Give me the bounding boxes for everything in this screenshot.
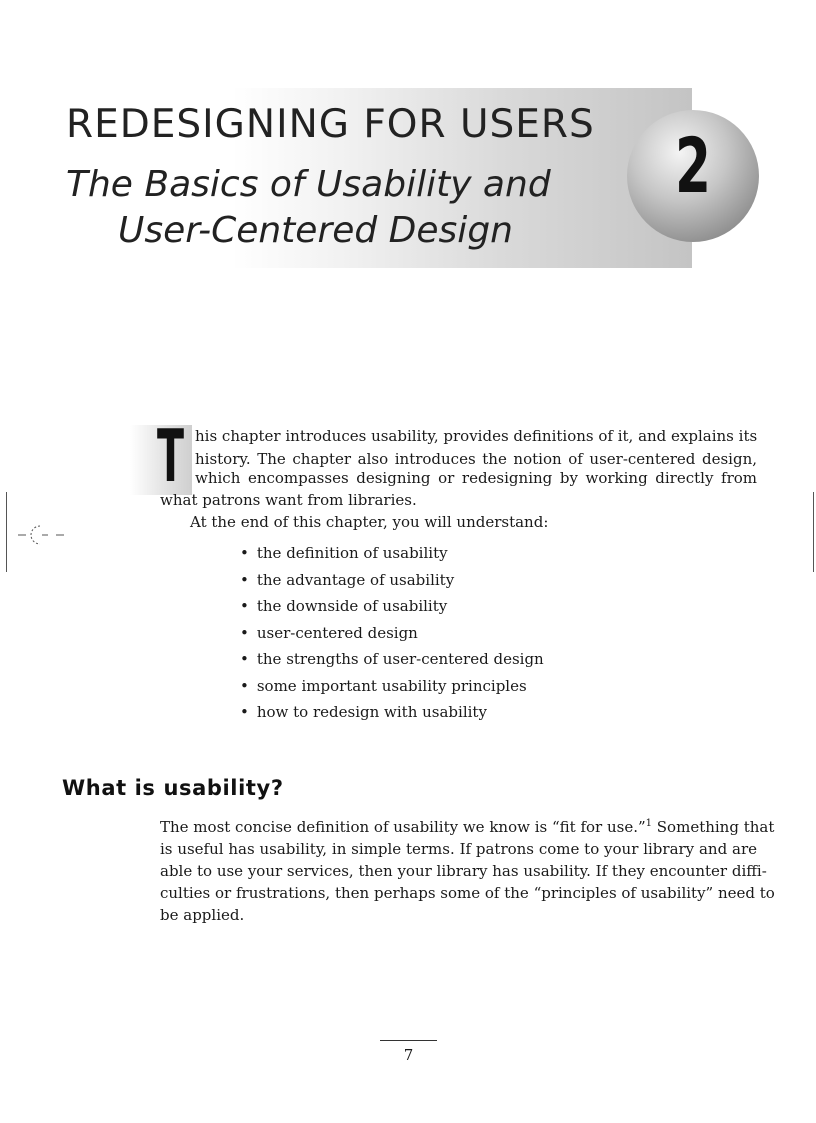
page-number: 7 [403, 1046, 414, 1064]
body-line-1-end: Something that [652, 818, 775, 836]
list-item: • the advantage of usability [240, 570, 544, 597]
body-line-1 [160, 818, 775, 836]
list-item: • some important usability principles [240, 676, 544, 703]
objectives-list [240, 543, 544, 729]
chapter-subtitle-line-1: The Basics of Usability and [66, 164, 551, 205]
list-item: • the definition of usability [240, 543, 544, 570]
margin-rule-right [813, 492, 814, 572]
list-item: • how to redesign with usability [240, 702, 544, 729]
body-line-1-start: The most concise definition of usability we know is “fit for use.” [160, 818, 646, 836]
list-item: • user-centered design [240, 623, 544, 650]
chapter-subtitle-line-2: User-Centered Design [118, 210, 513, 251]
intro-line-3: which encompasses designing or redesigning by working directly from [195, 469, 757, 487]
registration-mark-icon [18, 523, 64, 547]
body-line-5: be applied. [160, 906, 245, 924]
intro-line-1: his chapter introduces usability, provides definitions of it, and explains its [195, 427, 758, 445]
body-line-3: able to use your services, then your library has usability. If they encounter diffi- [160, 862, 767, 880]
folio-rule [380, 1040, 437, 1041]
intro-line-4: what patrons want from libraries. [160, 491, 417, 509]
footnote-ref: 1 [645, 818, 653, 829]
margin-rule-left [6, 492, 7, 572]
intro-lead-in: At the end of this chapter, you will understand: [190, 513, 549, 531]
chapter-title: REDESIGNING FOR USERS [66, 102, 595, 147]
section-heading: What is usability? [62, 776, 284, 800]
intro-line-2: history. The chapter also introduces the notion of user-centered design, [195, 450, 757, 468]
body-line-2: is useful has usability, in simple terms. If patrons come to your library and are [160, 840, 757, 858]
list-item: • the downside of usability [240, 596, 544, 623]
body-line-4: culties or frustrations, then perhaps some of the “principles of usability” need to [160, 884, 775, 902]
drop-cap: T [157, 414, 185, 498]
list-item: • the strengths of user-centered design [240, 649, 544, 676]
chapter-number: 2 [675, 121, 711, 210]
